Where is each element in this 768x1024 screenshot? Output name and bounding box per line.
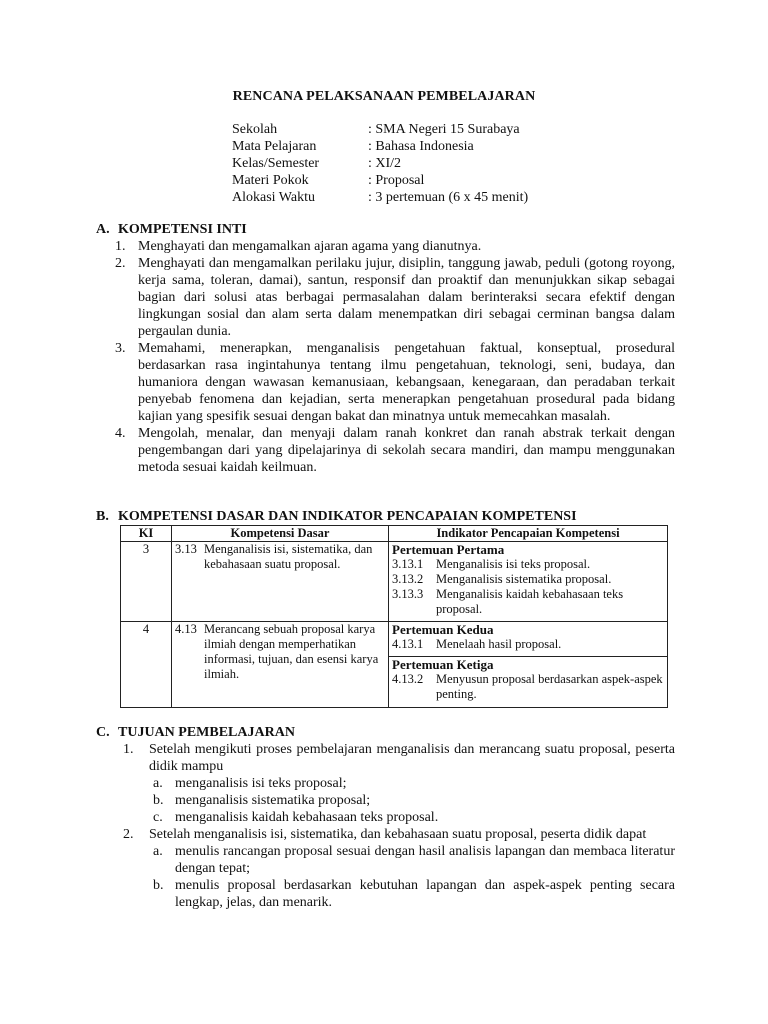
section-title: KOMPETENSI INTI	[118, 222, 247, 237]
meeting-group	[389, 656, 667, 702]
kd-text: Merancang sebuah proposal karya ilmiah dengan memperhatikan informasi, tujuan, dan esensi karya ilmiah.	[204, 622, 379, 681]
list-text: Memahami, menerapkan, menganalisis pengetahuan faktual, konseptual, prosedural berdasarkan rasa ingintahunya tentang ilmu pengetahuan, teknologi, seni, budaya, dan humaniora dengan wawasan kemanusiaan, kebangsaan, kenegaraan, dan peradaban terkait penyebab fenomena dan kejadian, serta menerapkan pengetahuan prosedural pada bidang kajian yang spesifik sesuai dengan bakat dan minatnya untuk memecahkan masalah.	[138, 341, 675, 424]
meeting-heading: Pertemuan Pertama	[392, 542, 505, 557]
list-text: Menghayati dan mengamalkan perilaku jujur, disiplin, tanggung jawab, peduli (gotong royong, kerja sama, toleran, damai), santun, responsif dan proaktif dan menunjukkan sikap sebagai bagian dari solusi atas berbagai permasalahan dalam berinteraksi secara efektif dengan lingkungan sosial dan alam serta dalam menempatkan diri sebagai cerminan bangsa dalam pergaulan dunia.	[138, 256, 675, 339]
sub-letter: a.	[153, 844, 163, 859]
table-header-ki: KI	[121, 526, 172, 542]
sub-list-item	[149, 809, 675, 826]
list-number: 1.	[115, 239, 126, 254]
info-label: Materi Pokok	[232, 173, 309, 188]
list-number: 2.	[115, 256, 126, 271]
kd-cell	[172, 542, 389, 622]
table-header-row	[121, 526, 668, 542]
indicator-text: Menelaah hasil proposal.	[436, 637, 562, 651]
info-label: Sekolah	[232, 122, 278, 137]
list-number: 2.	[123, 827, 134, 842]
indicator-text: Menyusun proposal berdasarkan aspek-aspek penting.	[436, 672, 663, 701]
list-item	[115, 340, 675, 425]
sub-text: menulis rancangan proposal sesuai dengan hasil analisis lapangan dan membaca literatur dengan tepat;	[175, 844, 675, 876]
list-item	[123, 826, 675, 911]
list-number: 3.	[115, 341, 126, 356]
indicator-code: 3.13.3	[392, 587, 424, 601]
indicator-item	[392, 557, 664, 572]
kd-code: 4.13	[175, 622, 197, 636]
meeting-heading: Pertemuan Ketiga	[392, 657, 494, 672]
sub-list-item	[149, 792, 675, 809]
sub-list-item	[149, 843, 675, 877]
indicator-code: 4.13.1	[392, 637, 424, 651]
table-header-indicator: Indikator Pencapaian Kompetensi	[389, 526, 668, 542]
kd-text: Menganalisis isi, sistematika, dan kebahasaan suatu proposal.	[204, 542, 373, 571]
list-text: Menghayati dan mengamalkan ajaran agama yang dianutnya.	[138, 239, 482, 254]
indicator-text: Menganalisis sistematika proposal.	[436, 572, 612, 586]
objectives-list	[123, 741, 675, 911]
section-letter: B.	[96, 509, 109, 524]
info-value: : Proposal	[368, 173, 425, 188]
indicator-item	[392, 637, 664, 652]
competency-table	[120, 525, 668, 708]
info-value: : XI/2	[368, 156, 402, 171]
info-value: : 3 pertemuan (6 x 45 menit)	[368, 190, 529, 205]
list-number: 4.	[115, 426, 126, 441]
list-text: Setelah mengikuti proses pembelajaran menganalisis dan merancang suatu proposal, peserta didik mampu	[149, 742, 675, 774]
meeting-group	[389, 622, 667, 656]
sub-text: menganalisis kaidah kebahasaan teks proposal.	[175, 810, 439, 825]
table-row	[121, 622, 668, 708]
sub-list-item	[149, 775, 675, 792]
list-text: Mengolah, menalar, dan menyaji dalam ranah konkret dan ranah abstrak terkait dengan pengembangan dari yang dipelajarinya di sekolah secara mandiri, dan mampu menggunakan metoda sesuai kaidah keilmuan.	[138, 426, 675, 475]
section-c-heading	[96, 724, 295, 741]
info-label: Kelas/Semester	[232, 156, 320, 171]
indicator-code: 3.13.1	[392, 557, 424, 571]
sub-letter: a.	[153, 776, 163, 791]
indicator-item	[392, 572, 664, 587]
list-item	[123, 741, 675, 826]
section-title: TUJUAN PEMBELAJARAN	[118, 725, 295, 740]
indicator-item	[392, 587, 664, 617]
sub-text: menulis proposal berdasarkan kebutuhan lapangan dan aspek-aspek penting secara lengkap, jelas, dan menarik.	[175, 878, 675, 910]
section-title: KOMPETENSI DASAR DAN INDIKATOR PENCAPAIAN KOMPETENSI	[118, 509, 577, 524]
indicator-code: 4.13.2	[392, 672, 424, 686]
section-a-heading	[96, 221, 247, 238]
sub-text: menganalisis sistematika proposal;	[175, 793, 371, 808]
section-letter: C.	[96, 725, 110, 740]
sub-letter: b.	[153, 878, 164, 893]
info-label: Alokasi Waktu	[232, 190, 315, 205]
list-number: 1.	[123, 742, 134, 757]
ki-cell: 3	[121, 542, 172, 622]
section-letter: A.	[96, 222, 110, 237]
list-item	[115, 255, 675, 340]
list-item	[115, 238, 675, 255]
document-title: RENCANA PELAKSANAAN PEMBELAJARAN	[232, 89, 536, 104]
indicator-text: Menganalisis isi teks proposal.	[436, 557, 591, 571]
ki-cell: 4	[121, 622, 172, 708]
ki-list	[115, 238, 675, 476]
kd-code: 3.13	[175, 542, 197, 556]
table-row	[121, 542, 668, 622]
info-label: Mata Pelajaran	[232, 139, 317, 154]
meeting-heading: Pertemuan Kedua	[392, 622, 494, 637]
list-text: Setelah menganalisis isi, sistematika, dan kebahasaan suatu proposal, peserta didik dapat	[149, 827, 647, 842]
section-b-heading	[96, 508, 577, 525]
indicator-text: Menganalisis kaidah kebahasaan teks proposal.	[436, 587, 624, 616]
info-value: : Bahasa Indonesia	[368, 139, 474, 154]
kd-cell	[172, 622, 389, 708]
sub-text: menganalisis isi teks proposal;	[175, 776, 347, 791]
indicator-cell	[389, 622, 668, 708]
indicator-cell	[389, 542, 668, 622]
list-item	[115, 425, 675, 476]
indicator-code: 3.13.2	[392, 572, 424, 586]
sub-letter: c.	[153, 810, 163, 825]
table-header-kd: Kompetensi Dasar	[172, 526, 389, 542]
sub-letter: b.	[153, 793, 164, 808]
indicator-item	[392, 672, 664, 702]
info-value: : SMA Negeri 15 Surabaya	[368, 122, 520, 137]
sub-list-item	[149, 877, 675, 911]
